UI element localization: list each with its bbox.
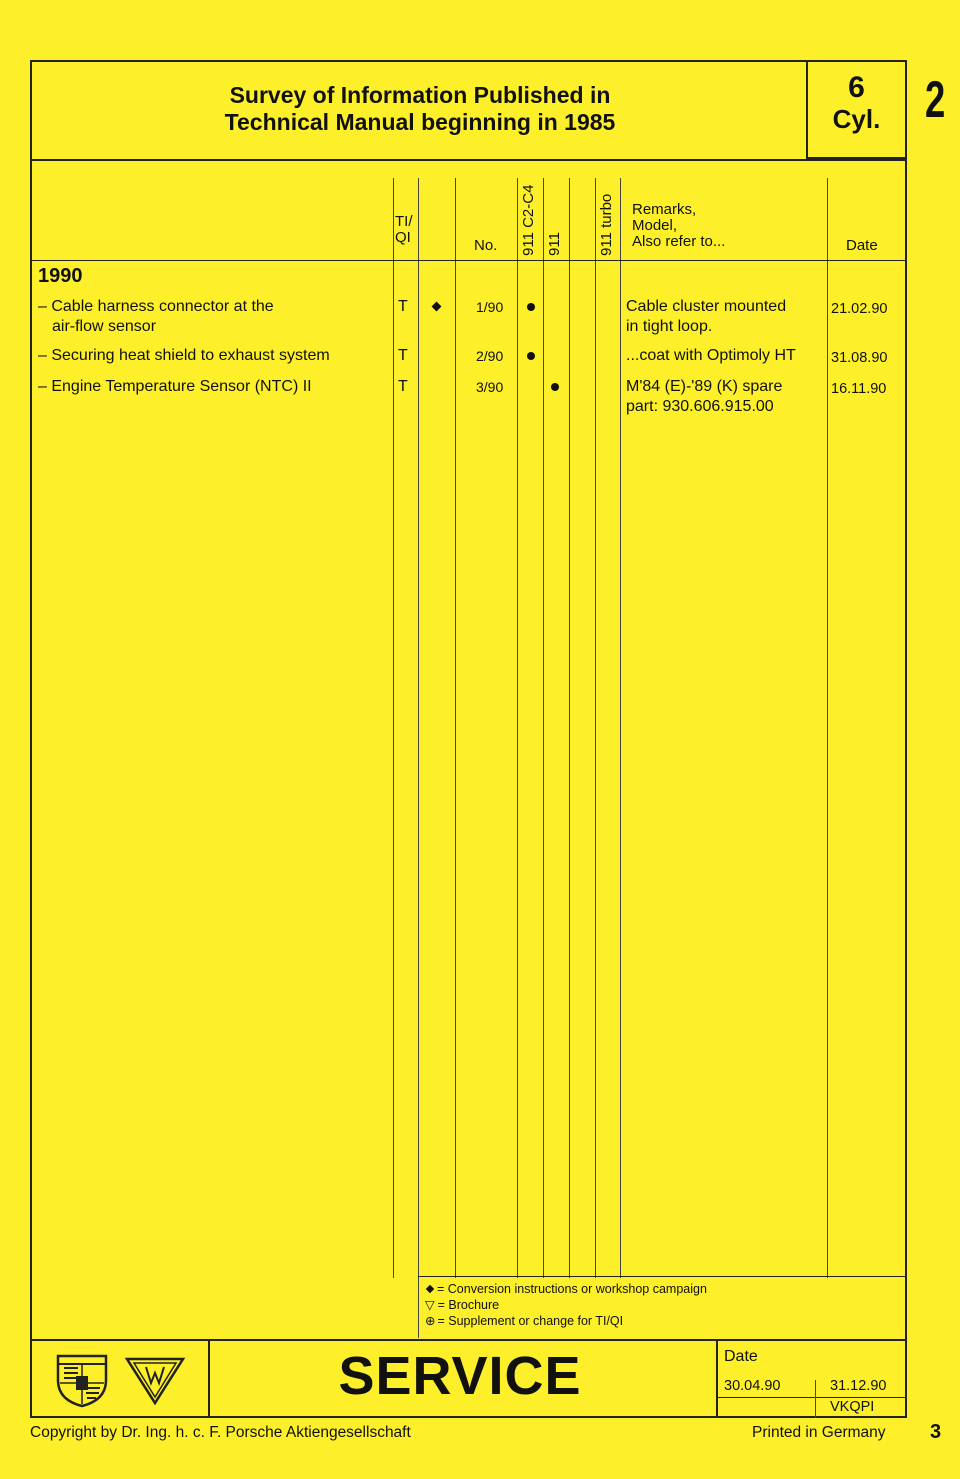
col-divider-911 bbox=[543, 178, 544, 1278]
vw-audi-triangle-icon bbox=[124, 1355, 186, 1407]
row-remarks: ...coat with Optimoly HT bbox=[626, 347, 796, 364]
legend-diamond bbox=[425, 1281, 707, 1297]
col-header-no: No. bbox=[474, 237, 498, 254]
legend-circle bbox=[425, 1313, 707, 1329]
bullet-c2c4-icon bbox=[527, 352, 535, 360]
row-remarks bbox=[626, 377, 782, 417]
row-description: – Engine Temperature Sensor (NTC) II bbox=[38, 378, 312, 395]
table-row bbox=[38, 346, 330, 366]
col-divider-no bbox=[455, 178, 456, 1278]
row-date: 31.08.90 bbox=[831, 350, 888, 366]
row-ti: T bbox=[398, 378, 408, 395]
row-remarks bbox=[626, 297, 786, 337]
row-number: 3/90 bbox=[476, 379, 504, 395]
col-header-remarks-line3: Also refer to... bbox=[632, 233, 726, 250]
printed-in: Printed in Germany bbox=[752, 1424, 886, 1441]
col-header-remarks bbox=[632, 202, 725, 250]
col-header-ti-line1: TI/ bbox=[395, 213, 413, 230]
col-divider-date bbox=[827, 178, 828, 1278]
col-header-tiqi bbox=[395, 214, 413, 246]
title-divider bbox=[30, 159, 907, 161]
row-description: – Securing heat shield to exhaust system bbox=[38, 347, 330, 364]
title-line-2: Technical Manual beginning in 1985 bbox=[224, 109, 616, 135]
legend-triangle bbox=[425, 1297, 707, 1313]
col-header-ti-line2: QI bbox=[395, 229, 411, 246]
cylinder-label: Cyl. bbox=[832, 104, 881, 134]
circle-plus-icon: ⊕ bbox=[425, 1314, 436, 1328]
row-remarks-line1: Cable cluster mounted bbox=[626, 298, 787, 315]
page-number: 3 bbox=[930, 1421, 942, 1443]
row-remarks-line2: part: 930.606.915.00 bbox=[626, 398, 774, 415]
col-divider-c2c4 bbox=[517, 178, 518, 1278]
section-code: 2 bbox=[925, 71, 946, 129]
col-divider-remarks bbox=[620, 178, 621, 1278]
copyright: Copyright by Dr. Ing. h. c. F. Porsche Aktiengesellschaft bbox=[30, 1424, 411, 1441]
bullet-c2c4-icon bbox=[527, 303, 535, 311]
legend-circle-text: = Supplement or change for TI/QI bbox=[437, 1314, 624, 1328]
service-label: SERVICE bbox=[338, 1346, 582, 1406]
col-divider-ti bbox=[393, 178, 394, 1278]
cylinder-box bbox=[806, 60, 907, 159]
title-line-1: Survey of Information Published in bbox=[229, 82, 611, 108]
diamond-icon bbox=[426, 1285, 434, 1293]
date-from: 30.04.90 bbox=[724, 1378, 781, 1394]
row-date: 16.11.90 bbox=[831, 381, 887, 397]
col-header-remarks-line1: Remarks, bbox=[632, 201, 697, 218]
row-description: – Cable harness connector at the bbox=[38, 298, 274, 315]
table-row bbox=[38, 377, 312, 397]
legend-diamond-text: = Conversion instructions or workshop campaign bbox=[437, 1282, 707, 1296]
service-divider bbox=[30, 1339, 907, 1341]
column-header-divider bbox=[30, 260, 907, 261]
document-frame bbox=[30, 60, 907, 1418]
page-title bbox=[60, 82, 780, 136]
cylinder-number: 6 bbox=[848, 71, 865, 104]
col-divider-mark bbox=[418, 178, 419, 1338]
row-date: 21.02.90 bbox=[831, 301, 888, 317]
row-remarks-line2: in tight loop. bbox=[626, 318, 713, 335]
triangle-down-icon: ▽ bbox=[425, 1298, 435, 1312]
row-ti: T bbox=[398, 298, 408, 315]
date-to: 31.12.90 bbox=[830, 1378, 887, 1394]
date-label: Date bbox=[724, 1348, 758, 1365]
row-number: 1/90 bbox=[476, 299, 504, 315]
row-number: 2/90 bbox=[476, 348, 504, 364]
row-description-cont: air-flow sensor bbox=[52, 318, 157, 335]
col-header-c2c4: 911 C2-C4 bbox=[520, 184, 537, 256]
porsche-crest-icon bbox=[52, 1352, 112, 1408]
year-heading: 1990 bbox=[38, 265, 83, 287]
table-row bbox=[38, 297, 274, 337]
col-divider-turbo bbox=[595, 178, 596, 1278]
col-header-911: 911 bbox=[546, 232, 563, 256]
legend-triangle-text: = Brochure bbox=[437, 1298, 500, 1312]
col-divider-blank bbox=[569, 178, 570, 1278]
date-row-divider bbox=[716, 1397, 907, 1398]
date-split bbox=[815, 1380, 816, 1418]
col-header-remarks-line2: Model, bbox=[632, 217, 678, 234]
legend bbox=[425, 1281, 707, 1329]
legend-divider bbox=[418, 1276, 907, 1277]
form-code: VKQPI bbox=[830, 1399, 875, 1415]
col-header-date: Date bbox=[846, 237, 878, 254]
row-ti: T bbox=[398, 347, 408, 364]
row-remarks-line1: M'84 (E)-'89 (K) spare bbox=[626, 378, 783, 395]
bullet-911-icon bbox=[551, 383, 559, 391]
col-header-turbo: 911 turbo bbox=[598, 193, 615, 256]
